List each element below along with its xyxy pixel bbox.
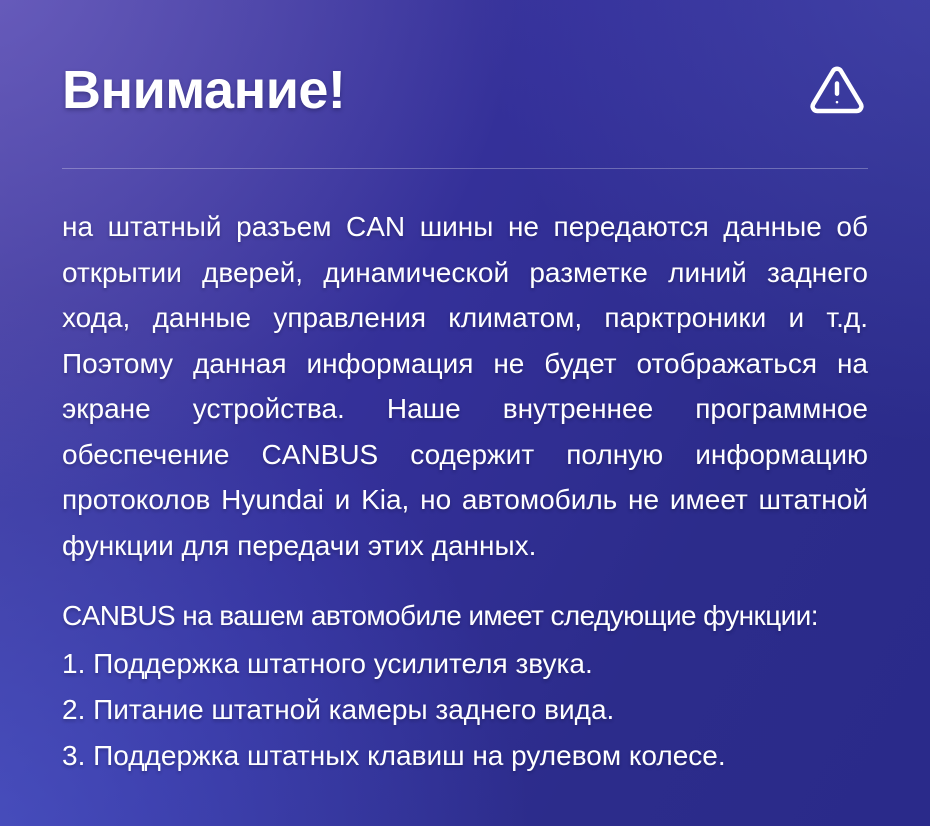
list-item: 3. Поддержка штатных клавиш на рулевом колесе. [62, 740, 726, 771]
header [62, 0, 868, 122]
page-title: Внимание! [62, 60, 346, 120]
paragraph-line: обеспечение CANBUS содержит полную информацию [62, 438, 868, 470]
canbus-functions [62, 593, 868, 779]
paragraph-line: открытии дверей, динамической разметке линий заднего [62, 256, 868, 288]
canbus-intro: CANBUS на вашем автомобиле имеет следующие функции: [62, 600, 818, 631]
divider [62, 168, 868, 169]
paragraph-line: протоколов Hyundai и Kia, но автомобиль не имеет штатной [62, 484, 868, 515]
body-paragraph [62, 204, 868, 568]
paragraph-line: хода, данные управления климатом, парктроники и т.д. [62, 302, 868, 333]
list-item: 2. Питание штатной камеры заднего вида. [62, 694, 615, 725]
paragraph-line: на штатный разъем CAN шины не передаются данные об [62, 211, 868, 242]
list-item: 1. Поддержка штатного усилителя звука. [62, 648, 593, 679]
paragraph-line: Поэтому данная информация не будет отображаться на [62, 347, 868, 379]
warning-triangle-icon [808, 62, 866, 118]
paragraph-line: экране устройства. Наше внутреннее программное [62, 393, 868, 424]
paragraph-line: функции для передачи этих данных. [62, 529, 537, 561]
